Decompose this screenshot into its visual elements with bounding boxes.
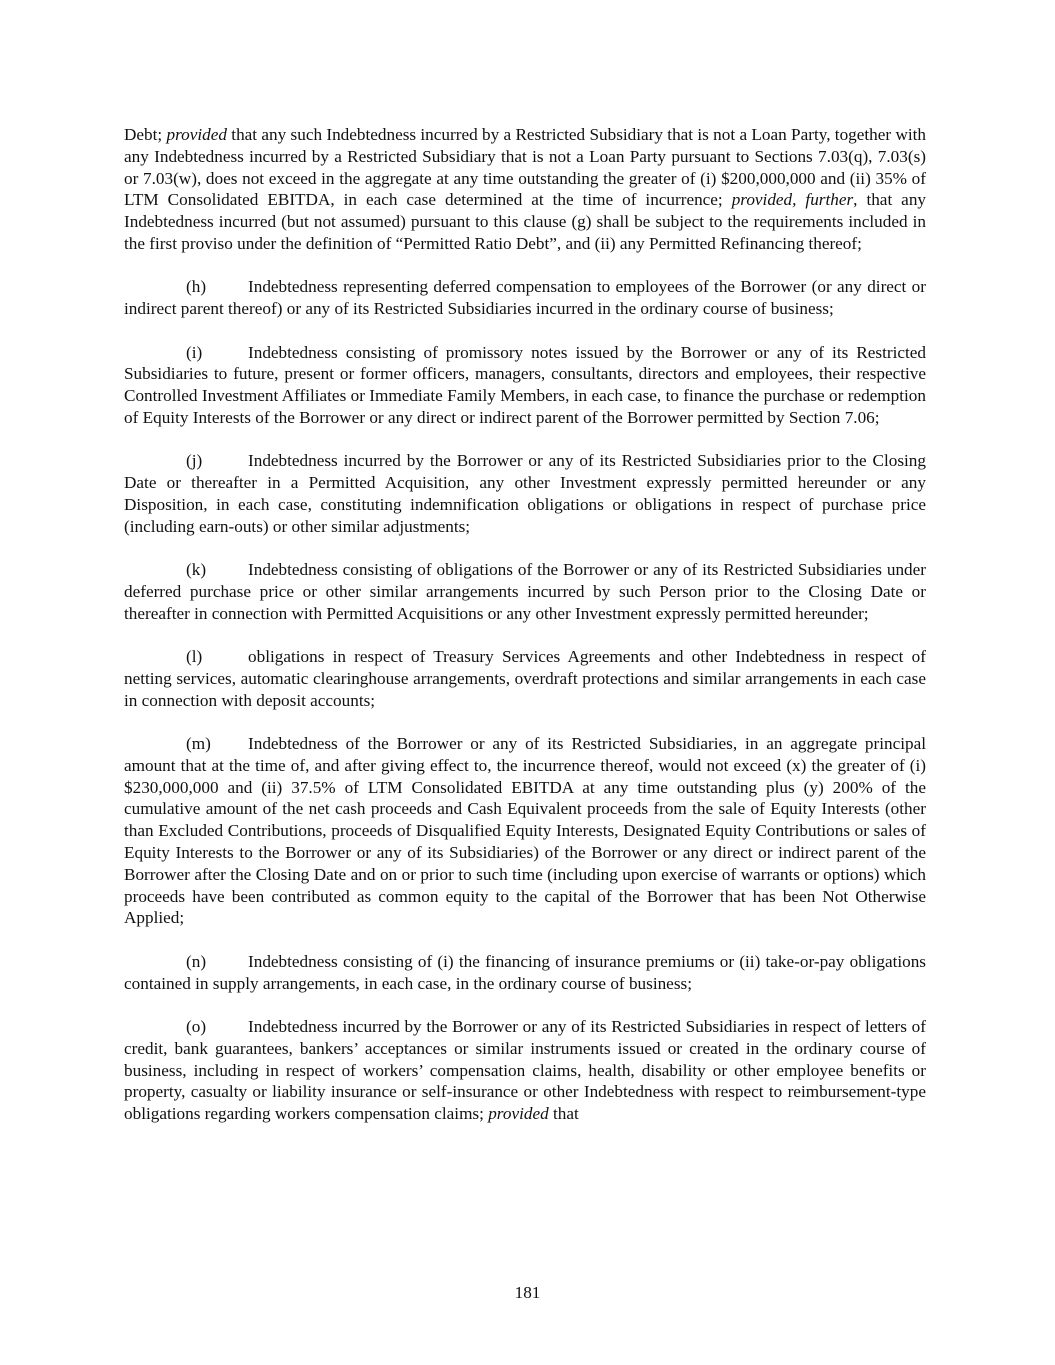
clause-i [124, 342, 926, 429]
clause-label: (m) [186, 734, 211, 754]
clause-text: Indebtedness representing deferred compensation to employees of the Borrower (or any direct or indirect parent thereof) or any of its Restricted Subsidiaries incurred in the ordinary course of business; [124, 277, 926, 319]
clause-l [124, 646, 926, 711]
intro-italic-provided: provided [166, 125, 227, 144]
intro-text-3: , that any Indebtedness incurred (but not assumed) pursuant to this clause (g) shall be subject to the requirements included in the first proviso under the definition of “Permitted Ratio Debt”, and (ii) any Permitted Refinancing thereof; [124, 190, 927, 253]
clause-text: Indebtedness incurred by the Borrower or any of its Restricted Subsidiaries in respect of letters of credit, bank guarantees, bankers’ acceptances or similar instruments issued or created in the ordinary course of business, including in respect of workers’ compensation claims, health, disability or other employee benefits or property, casualty or liability insurance or self-insurance or other Indebtedness with respect to reimbursement-type obligations regarding workers compensation claims; [124, 1017, 926, 1124]
clause-h [124, 276, 926, 320]
clause-label: (h) [186, 277, 207, 297]
clause-label: (l) [186, 647, 203, 667]
clause-text: Indebtedness consisting of obligations of the Borrower or any of its Restricted Subsidiaries under deferred purchase price or other similar arrangements incurred by such Person prior to the Closing Date or thereafter in connection with Permitted Acquisitions or any other Investment expressly permitted hereunder; [124, 560, 926, 623]
clause-text: obligations in respect of Treasury Services Agreements and other Indebtedness in respect of netting services, automatic clearinghouse arrangements, overdraft protections and similar arrangements in each case in connection with deposit accounts; [124, 647, 926, 710]
clause-label: (i) [186, 342, 203, 362]
clause-j [124, 450, 926, 537]
clause-label: (o) [186, 1017, 207, 1037]
clause-text: Indebtedness consisting of promissory notes issued by the Borrower or any of its Restricted Subsidiaries to future, present or former officers, managers, consultants, directors and employees, their respective Controlled Investment Affiliates or Immediate Family Members, in each case, to finance the purchase or redemption of Equity Interests of the Borrower or any direct or indirect parent of the Borrower permitted by Section 7.06; [124, 342, 926, 427]
intro-italic-provided-further: provided, further [731, 190, 854, 210]
intro-text-2: that any such Indebtedness incurred by a Restricted Subsidiary that is not a Loan Party, together with any Indebtedness incurred by a Restricted Subsidiary that is not a Loan Party pursuant to Sections 7.03(q), 7.03(s) or 7.03(w), does not exceed in the aggregate at any time outstanding the greater of (i) $200,000,000 and (ii) 35% of LTM Consolidated EBITDA, in each case determined at the time of incurrence; [124, 125, 926, 210]
page-number: 181 [514, 1283, 541, 1302]
intro-paragraph [124, 124, 926, 255]
clause-italic-provided: provided [488, 1104, 549, 1124]
clause-label: (n) [186, 951, 207, 971]
clause-tail: that [548, 1104, 579, 1124]
clause-label: (k) [186, 560, 207, 580]
clause-m [124, 733, 926, 929]
clause-n [124, 951, 926, 995]
clause-o [124, 1016, 926, 1125]
intro-text-1: Debt; [124, 125, 167, 144]
clause-text: Indebtedness incurred by the Borrower or any of its Restricted Subsidiaries prior to the Closing Date or thereafter in a Permitted Acquisition, any other Investment expressly permitted hereunder or any Disposition, in each case, constituting indemnification obligations or obligations in respect of purchase price (including earn-outs) or other similar adjustments; [124, 451, 926, 536]
clause-text: Indebtedness consisting of (i) the financing of insurance premiums or (ii) take-or-pay obligations contained in supply arrangements, in each case, in the ordinary course of business; [124, 951, 926, 993]
clause-text: Indebtedness of the Borrower or any of its Restricted Subsidiaries, in an aggregate principal amount that at the time of, and after giving effect to, the incurrence thereof, would not exceed (x) the greater of (i) $230,000,000 and (ii) 37.5% of LTM Consolidated EBITDA at any time outstanding plus (y) 200% of the cumulative amount of the net cash proceeds and Cash Equivalent proceeds from the sale of Equity Interests (other than Excluded Contributions, proceeds of Disqualified Equity Interests, Designated Equity Contributions or sales of Equity Interests to the Borrower or any of its Subsidiaries) of the Borrower or any direct or indirect parent of the Borrower after the Closing Date and on or prior to such time (including upon exercise of warrants or options) which proceeds have been contributed as common equity to the capital of the Borrower that has been Not Otherwise Applied; [124, 734, 926, 928]
document-body [124, 124, 926, 1147]
clause-label: (j) [186, 451, 203, 471]
clause-k [124, 559, 926, 624]
